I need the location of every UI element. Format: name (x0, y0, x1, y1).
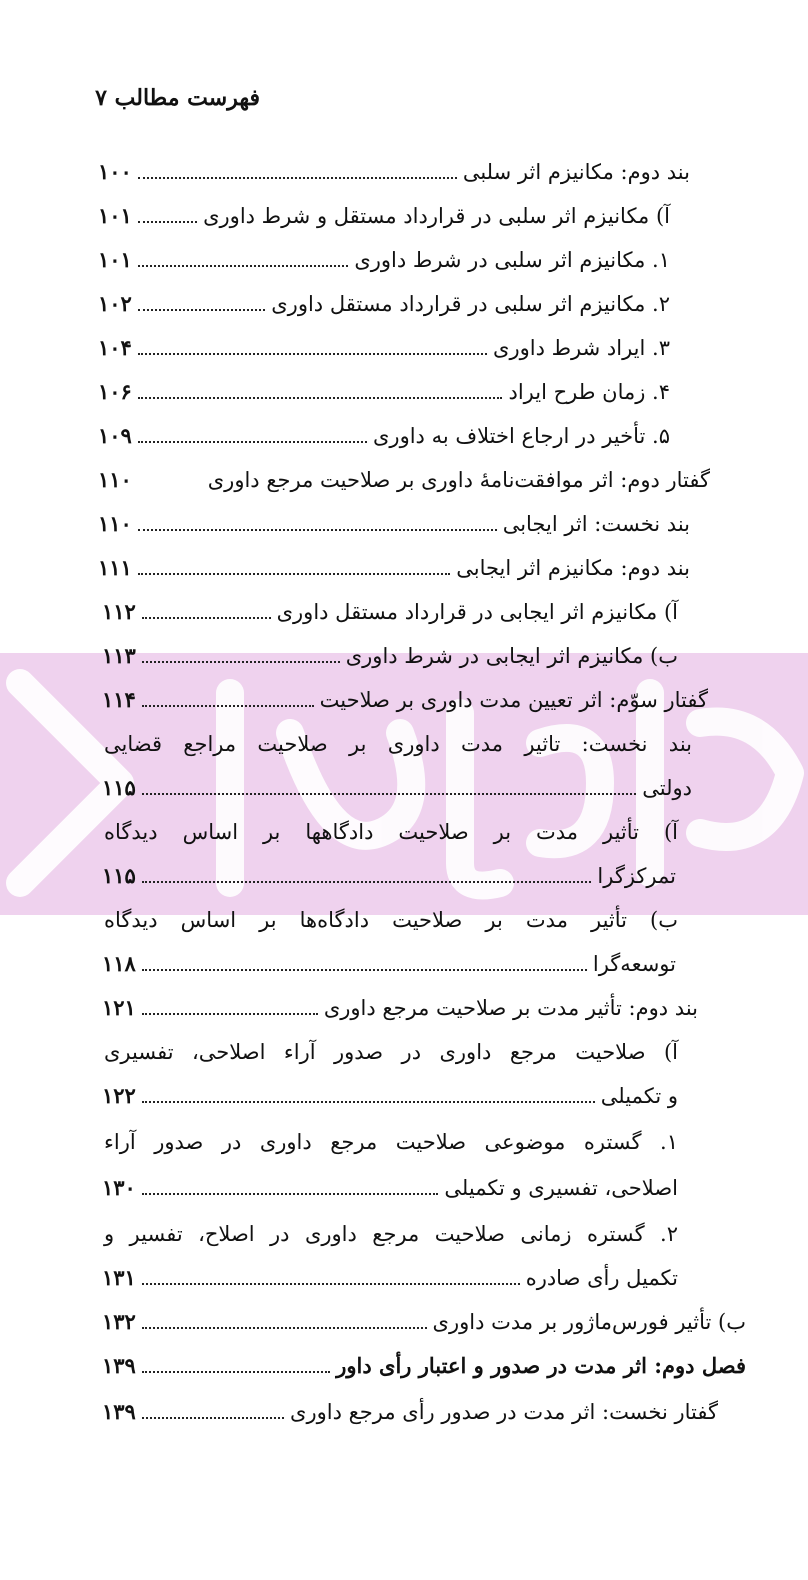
toc-leader-dots (142, 617, 271, 619)
toc-entry-title: بند دوم: مکانیزم اثر سلبی (462, 160, 690, 184)
toc-entry (98, 326, 670, 370)
toc-leader-dots (138, 265, 348, 267)
toc-entry-title: توسعه‌گرا (592, 952, 676, 976)
toc-entry-title: ب) تأثیر فورس‌ماژور بر مدت داوری (432, 1310, 746, 1334)
toc-entry-title: آ) مکانیزم اثر سلبی در قرارداد مستقل و شرط داوری (203, 204, 670, 228)
toc-leader-dots (138, 353, 487, 355)
toc-entry (102, 634, 678, 678)
toc-leader-dots (138, 397, 503, 399)
toc-entry-page: ۱۰۱ (98, 203, 132, 228)
toc-entry (98, 150, 690, 194)
toc-entry-page: ۱۰۶ (98, 379, 132, 404)
toc-entry-title: ۲. مکانیزم اثر سلبی در قرارداد مستقل داوری (271, 292, 670, 316)
toc-entry-page: ۱۰۰ (98, 159, 132, 184)
toc-leader-dots (142, 793, 636, 795)
toc-chapter-entry (102, 1344, 746, 1388)
toc-entry-page: ۱۰۲ (98, 291, 132, 316)
toc-entry-title: و تکمیلی (600, 1084, 678, 1108)
toc-entry-title: بند دوم: تأثیر مدت بر صلاحیت مرجع داوری (323, 996, 698, 1020)
toc-entry-title: گفتار دوم: اثر موافقت‌نامهٔ داوری بر صلاحیت مرجع داوری (207, 468, 710, 492)
toc-entry-title: دولتی (642, 776, 692, 800)
toc-entry-page: ۱۱۲ (102, 599, 136, 624)
toc-entry-page: ۱۱۳ (102, 643, 136, 668)
toc-leader-dots (142, 1101, 595, 1103)
toc-leader-dots (142, 1013, 318, 1015)
toc-entry-line: آ) تأثیر مدت بر صلاحیت دادگاهها بر اساس دیدگاه (104, 820, 678, 844)
toc-entry (98, 194, 670, 238)
toc-entry (102, 1074, 678, 1118)
toc-entry-title: تمرکزگرا (597, 864, 676, 888)
toc-entry-page: ۱۰۹ (98, 423, 132, 448)
toc-entry-line: بند نخست: تاثیر مدت داوری بر صلاحیت مراجع قضایی (104, 732, 692, 756)
toc-entry-line: ۱. گستره موضوعی صلاحیت مرجع داوری در صدور آراء (104, 1130, 678, 1154)
toc-entry-title: ب) مکانیزم اثر ایجابی در شرط داوری (345, 644, 678, 668)
toc-leader-dots (142, 969, 587, 971)
toc-entry-title: ۳. ایراد شرط داوری (493, 336, 670, 360)
toc-entry (102, 1390, 718, 1434)
toc-entry-page: ۱۰۱ (98, 247, 132, 272)
toc-leader-dots (142, 1193, 439, 1195)
toc-entry-page: ۱۳۹ (102, 1353, 136, 1378)
toc-entry-title: فصل دوم: اثر مدت در صدور و اعتبار رأی داور (336, 1353, 746, 1378)
toc-entry-line: آ) صلاحیت مرجع داوری در صدور آراء اصلاحی، تفسیری (104, 1040, 678, 1064)
toc-entry-page: ۱۱۵ (102, 775, 136, 800)
toc-entry (102, 854, 676, 898)
toc-entry-title: آ) مکانیزم اثر ایجابی در قرارداد مستقل داوری (276, 600, 678, 624)
page-header: فهرست مطالب ۷ (95, 85, 260, 111)
toc-leader-dots (142, 1283, 520, 1285)
toc-entry-title: گفتار نخست: اثر مدت در صدور رأی مرجع داوری (290, 1400, 718, 1424)
toc-entry-title: بند نخست: اثر ایجابی (502, 512, 690, 536)
toc-leader-dots (142, 881, 592, 883)
toc-entry (102, 942, 676, 986)
toc-entry (98, 502, 690, 546)
toc-entry (102, 678, 708, 722)
toc-entry-title: اصلاحی، تفسیری و تکمیلی (444, 1176, 678, 1200)
toc-entry (98, 458, 710, 502)
toc-entry (98, 282, 670, 326)
toc-leader-dots (138, 529, 497, 531)
toc-entry (98, 546, 690, 590)
toc-entry (98, 370, 670, 414)
toc-entry (102, 590, 678, 634)
toc-leader-dots (138, 573, 450, 575)
toc-leader-dots (142, 661, 340, 663)
toc-entry-title: گفتار سوّم: اثر تعیین مدت داوری بر صلاحیت (319, 688, 708, 712)
toc-entry-page: ۱۲۱ (102, 995, 136, 1020)
toc-entry-line: ۲. گستره زمانی صلاحیت مرجع داوری در اصلاح، تفسیر و (104, 1222, 678, 1246)
toc-entry-title: تکمیل رأی صادره (525, 1266, 678, 1290)
toc-entry-page: ۱۱۴ (102, 687, 136, 712)
toc-entry (98, 238, 670, 282)
toc-entry-page: ۱۳۱ (102, 1265, 136, 1290)
toc-entry-page: ۱۱۸ (102, 951, 136, 976)
toc-entry (98, 414, 670, 458)
toc-entry (102, 766, 692, 810)
toc-entry-page: ۱۰۴ (98, 335, 132, 360)
toc-entry-title: ۵. تأخیر در ارجاع اختلاف به داوری (373, 424, 670, 448)
toc-entry-page: ۱۲۲ (102, 1083, 136, 1108)
toc-leader-dots (138, 177, 457, 179)
toc-entry-line: ب) تأثیر مدت بر صلاحیت دادگاه‌ها بر اساس دیدگاه (104, 908, 678, 932)
toc-entry-title: ۱. مکانیزم اثر سلبی در شرط داوری (354, 248, 670, 272)
toc-entry-title: بند دوم: مکانیزم اثر ایجابی (456, 556, 690, 580)
toc-entry-page: ۱۱۰ (98, 467, 132, 492)
toc-entry-page: ۱۳۰ (102, 1175, 136, 1200)
toc-leader-dots (138, 441, 367, 443)
toc-entry (102, 986, 698, 1030)
toc-leader-dots (142, 705, 314, 707)
toc-entry (102, 1256, 678, 1300)
toc-entry-title: ۴. زمان طرح ایراد (508, 380, 670, 404)
toc-leader-dots (142, 1417, 284, 1419)
toc-entry-page: ۱۳۹ (102, 1399, 136, 1424)
toc-leader-dots (138, 309, 265, 311)
toc-entry (102, 1300, 746, 1344)
toc-leader-dots (142, 1327, 427, 1329)
toc-entry (102, 1166, 678, 1210)
toc-entry-page: ۱۱۰ (98, 511, 132, 536)
toc-entry-page: ۱۱۵ (102, 863, 136, 888)
toc-entry-page: ۱۳۲ (102, 1309, 136, 1334)
toc-entry-page: ۱۱۱ (98, 555, 132, 580)
toc-leader-dots (142, 1371, 330, 1373)
toc-leader-dots (138, 221, 197, 223)
